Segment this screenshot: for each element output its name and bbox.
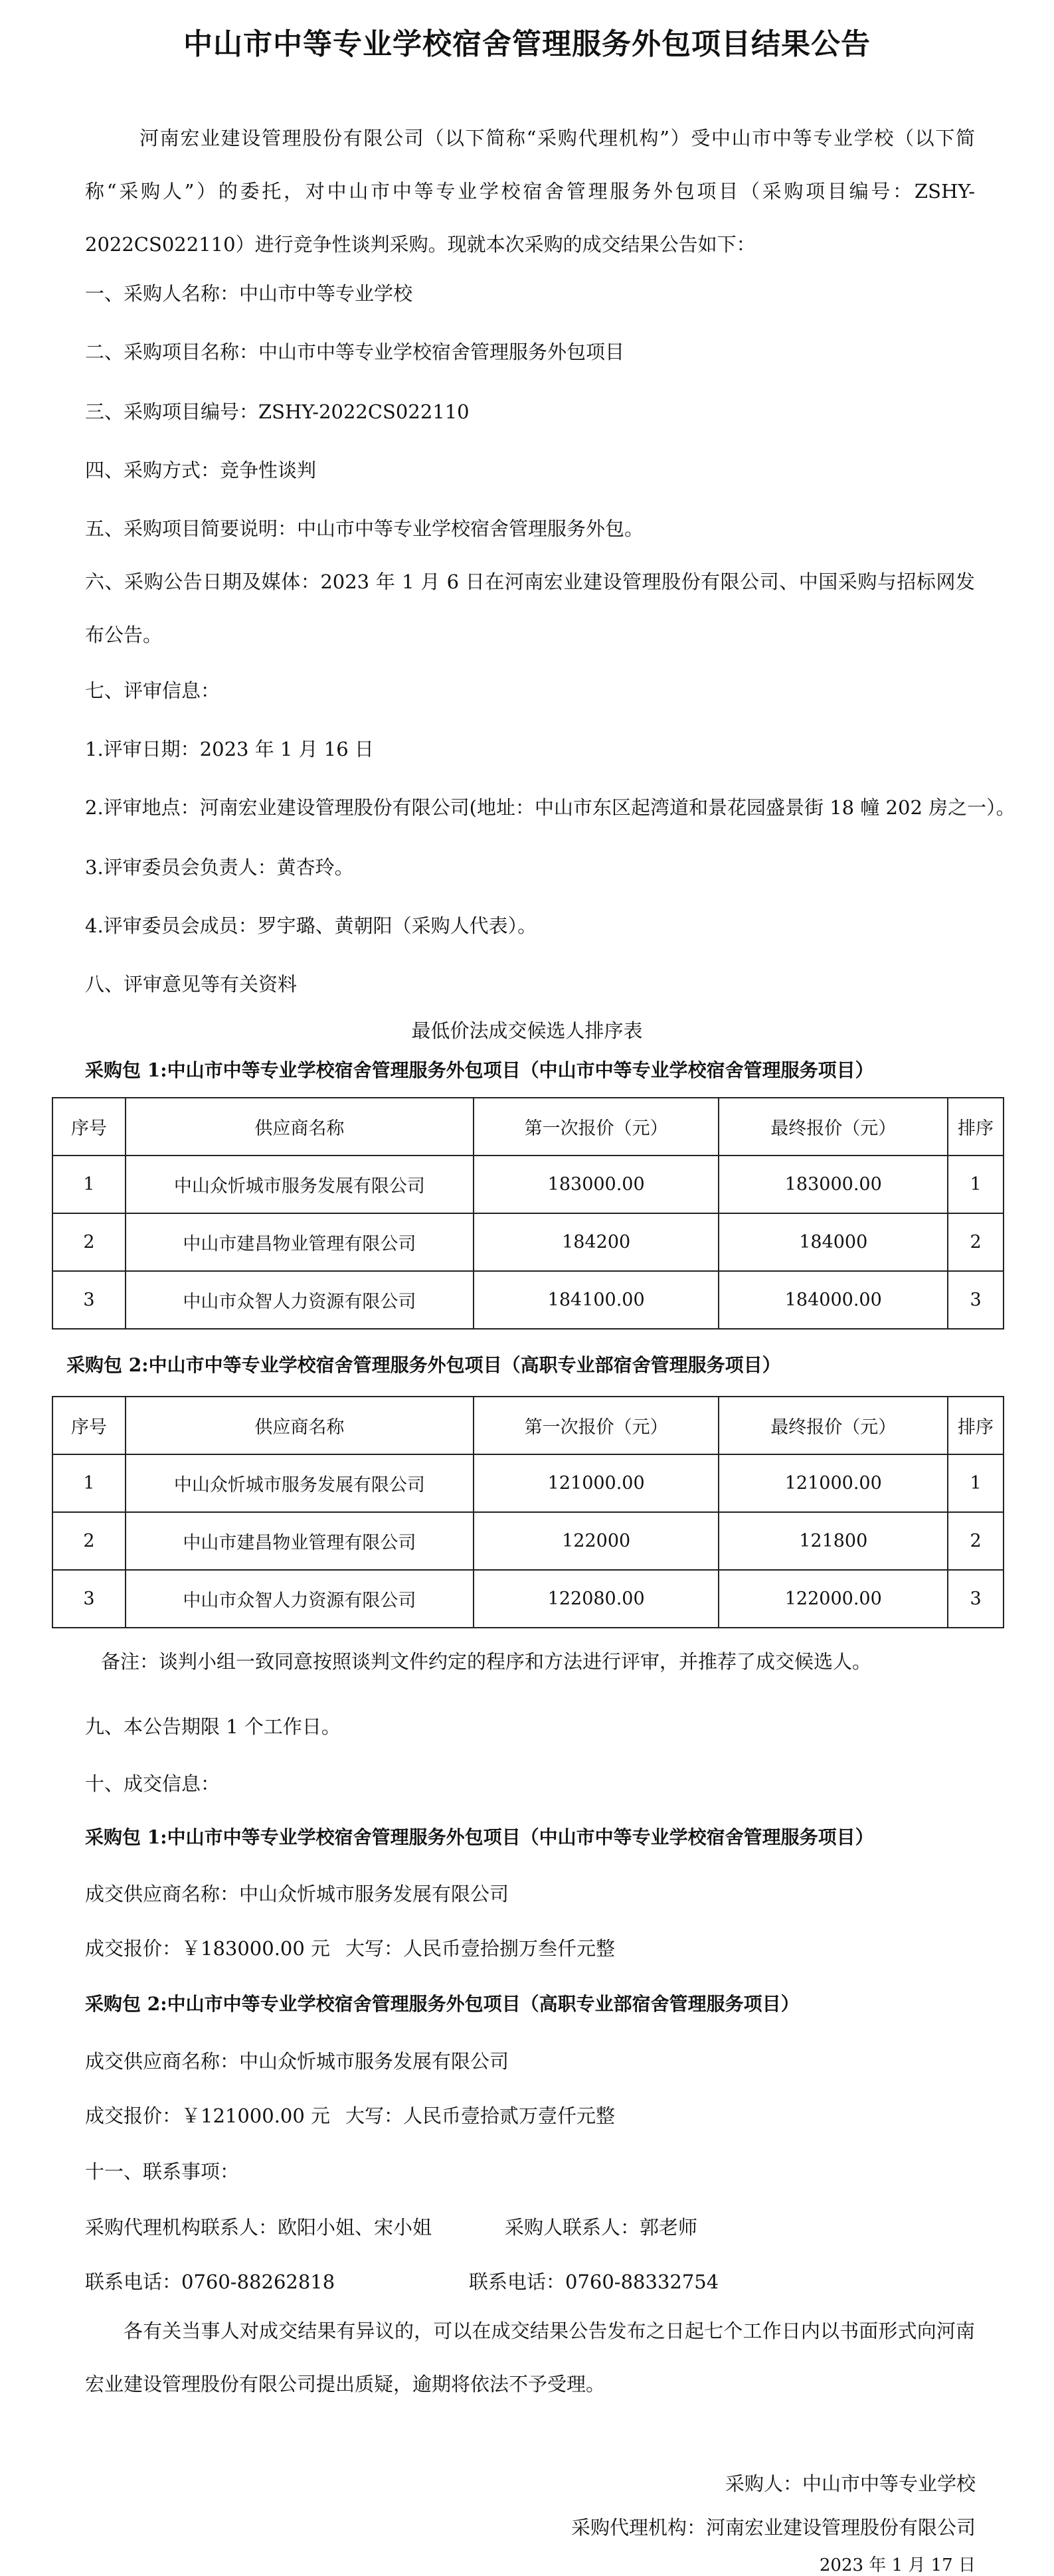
cell-final-quote: 122000.00 bbox=[719, 1570, 948, 1628]
deal2-supplier: 成交供应商名称：中山众忻城市服务发展有限公司 bbox=[85, 2050, 509, 2073]
package2-ranking-table bbox=[52, 1396, 1004, 1628]
header-cell-supplier: 供应商名称 bbox=[126, 1098, 474, 1156]
cell-supplier: 中山市众智人力资源有限公司 bbox=[126, 1570, 474, 1628]
project-number-line: 三、采购项目编号：ZSHY-2022CS022110 bbox=[85, 400, 470, 423]
agent-contact: 采购代理机构联系人：欧阳小姐、宋小姐 bbox=[85, 2216, 432, 2239]
signature-buyer: 采购人：中山市中等专业学校 bbox=[725, 2472, 976, 2495]
cell-first-quote: 122000 bbox=[474, 1512, 719, 1570]
cell-index: 1 bbox=[52, 1156, 126, 1213]
table-row bbox=[52, 1454, 1004, 1512]
agent-phone: 联系电话：0760-88262818 bbox=[85, 2271, 335, 2293]
deal1-supplier: 成交供应商名称：中山众忻城市服务发展有限公司 bbox=[85, 1883, 509, 1905]
cell-first-quote: 121000.00 bbox=[474, 1454, 719, 1512]
cell-rank: 1 bbox=[948, 1454, 1004, 1512]
deal2-price: 成交报价：￥121000.00 元 bbox=[85, 2104, 331, 2127]
remark-line: 备注：谈判小组一致同意按照谈判文件约定的程序和方法进行评审，并推荐了成交候选人。 bbox=[101, 1650, 872, 1673]
table-row bbox=[52, 1271, 1004, 1329]
cell-final-quote: 121800 bbox=[719, 1512, 948, 1570]
cell-first-quote: 122080.00 bbox=[474, 1570, 719, 1628]
cell-supplier: 中山众忻城市服务发展有限公司 bbox=[126, 1454, 474, 1512]
cell-supplier: 中山市建昌物业管理有限公司 bbox=[126, 1213, 474, 1271]
cell-index: 2 bbox=[52, 1512, 126, 1570]
deal1-capital: 大写：人民币壹拾捌万叁仟元整 bbox=[345, 1937, 616, 1960]
table-row bbox=[52, 1512, 1004, 1570]
header-cell-final-quote: 最终报价（元） bbox=[719, 1397, 948, 1454]
cell-final-quote: 184000 bbox=[719, 1213, 948, 1271]
review-heading: 七、评审信息： bbox=[85, 679, 220, 702]
cell-rank: 1 bbox=[948, 1156, 1004, 1213]
deal1-package-title: 采购包 1:中山市中等专业学校宿舍管理服务外包项目（中山市中等专业学校宿舍管理服务项目） bbox=[85, 1826, 874, 1848]
cell-supplier: 中山市建昌物业管理有限公司 bbox=[126, 1512, 474, 1570]
table-header-row bbox=[52, 1098, 1004, 1156]
header-cell-rank: 排序 bbox=[948, 1098, 1004, 1156]
review-members-line: 4.评审委员会成员：罗宇璐、黄朝阳（采购人代表）。 bbox=[85, 914, 537, 937]
buyer-name-line: 一、采购人名称：中山市中等专业学校 bbox=[85, 282, 413, 305]
cell-first-quote: 184200 bbox=[474, 1213, 719, 1271]
deal2-capital: 大写：人民币壹拾贰万壹仟元整 bbox=[345, 2104, 616, 2127]
cell-supplier: 中山众忻城市服务发展有限公司 bbox=[126, 1156, 474, 1213]
signature-agent: 采购代理机构：河南宏业建设管理股份有限公司 bbox=[571, 2516, 976, 2539]
cell-final-quote: 121000.00 bbox=[719, 1454, 948, 1512]
table-header-row bbox=[52, 1397, 1004, 1454]
review-place-line: 2.评审地点：河南宏业建设管理股份有限公司(地址：中山市东区起湾道和景花园盛景街 18 幢 202 房之一）。 bbox=[85, 796, 1015, 819]
rank-table-caption: 最低价法成交候选人排序表 bbox=[411, 1019, 643, 1042]
cell-rank: 3 bbox=[948, 1271, 1004, 1329]
header-cell-final-quote: 最终报价（元） bbox=[719, 1098, 948, 1156]
table-row bbox=[52, 1156, 1004, 1213]
cell-rank: 3 bbox=[948, 1570, 1004, 1628]
cell-rank: 2 bbox=[948, 1213, 1004, 1271]
project-brief-line: 五、采购项目简要说明：中山市中等专业学校宿舍管理服务外包。 bbox=[85, 517, 644, 540]
cell-first-quote: 183000.00 bbox=[474, 1156, 719, 1213]
review-leader-line: 3.评审委员会负责人：黄杏玲。 bbox=[85, 856, 354, 879]
cell-final-quote: 183000.00 bbox=[719, 1156, 948, 1213]
cell-index: 3 bbox=[52, 1570, 126, 1628]
cell-final-quote: 184000.00 bbox=[719, 1271, 948, 1329]
project-name-line: 二、采购项目名称：中山市中等专业学校宿舍管理服务外包项目 bbox=[85, 341, 625, 363]
objection-paragraph: 各有关当事人对成交结果有异议的，可以在成交结果公告发布之日起七个工作日内以书面形式向河南宏业建设管理股份有限公司提出质疑，逾期将依法不予受理。 bbox=[85, 2320, 975, 2395]
header-cell-rank: 排序 bbox=[948, 1397, 1004, 1454]
intro-paragraph: 河南宏业建设管理股份有限公司（以下简称“采购代理机构”）受中山市中等专业学校（以下简称“采购人”）的委托，对中山市中等专业学校宿舍管理服务外包项目（采购项目编号：ZSHY-2022CS022110）进行竞争性谈判采购。现就本次采购的成交结果公告如下： bbox=[85, 127, 975, 256]
cell-rank: 2 bbox=[948, 1512, 1004, 1570]
cell-supplier: 中山市众智人力资源有限公司 bbox=[126, 1271, 474, 1329]
deal1-price: 成交报价：￥183000.00 元 bbox=[85, 1937, 331, 1960]
buyer-contact: 采购人联系人：郭老师 bbox=[505, 2216, 698, 2239]
package1-title: 采购包 1:中山市中等专业学校宿舍管理服务外包项目（中山市中等专业学校宿舍管理服务项目） bbox=[85, 1059, 874, 1081]
header-cell-supplier: 供应商名称 bbox=[126, 1397, 474, 1454]
review-date-line: 1.评审日期：2023 年 1 月 16 日 bbox=[85, 738, 374, 760]
cell-index: 2 bbox=[52, 1213, 126, 1271]
page-title: 中山市中等专业学校宿舍管理服务外包项目结果公告 bbox=[183, 27, 871, 61]
deal2-package-title: 采购包 2:中山市中等专业学校宿舍管理服务外包项目（高职专业部宿舍管理服务项目） bbox=[85, 1993, 800, 2015]
period-line: 九、本公告期限 1 个工作日。 bbox=[85, 1715, 341, 1738]
header-cell-first-quote: 第一次报价（元） bbox=[474, 1098, 719, 1156]
cell-index: 1 bbox=[52, 1454, 126, 1512]
package2-title: 采购包 2:中山市中等专业学校宿舍管理服务外包项目（高职专业部宿舍管理服务项目） bbox=[66, 1354, 781, 1376]
header-cell-index: 序号 bbox=[52, 1098, 126, 1156]
table-row bbox=[52, 1570, 1004, 1628]
header-cell-first-quote: 第一次报价（元） bbox=[474, 1397, 719, 1454]
package1-ranking-table bbox=[52, 1097, 1004, 1330]
opinion-heading: 八、评审意见等有关资料 bbox=[85, 973, 298, 995]
cell-first-quote: 184100.00 bbox=[474, 1271, 719, 1329]
header-cell-index: 序号 bbox=[52, 1397, 126, 1454]
deal-heading: 十、成交信息： bbox=[85, 1772, 220, 1795]
signature-date: 2023 年 1 月 17 日 bbox=[819, 2555, 976, 2575]
notice-date-paragraph: 六、采购公告日期及媒体：2023 年 1 月 6 日在河南宏业建设管理股份有限公司、中国采购与招标网发布公告。 bbox=[85, 570, 975, 646]
table-row bbox=[52, 1213, 1004, 1271]
contact-heading: 十一、联系事项： bbox=[85, 2160, 240, 2183]
cell-index: 3 bbox=[52, 1271, 126, 1329]
procurement-method-line: 四、采购方式：竞争性谈判 bbox=[85, 459, 317, 481]
buyer-phone: 联系电话：0760-88332754 bbox=[469, 2271, 719, 2293]
